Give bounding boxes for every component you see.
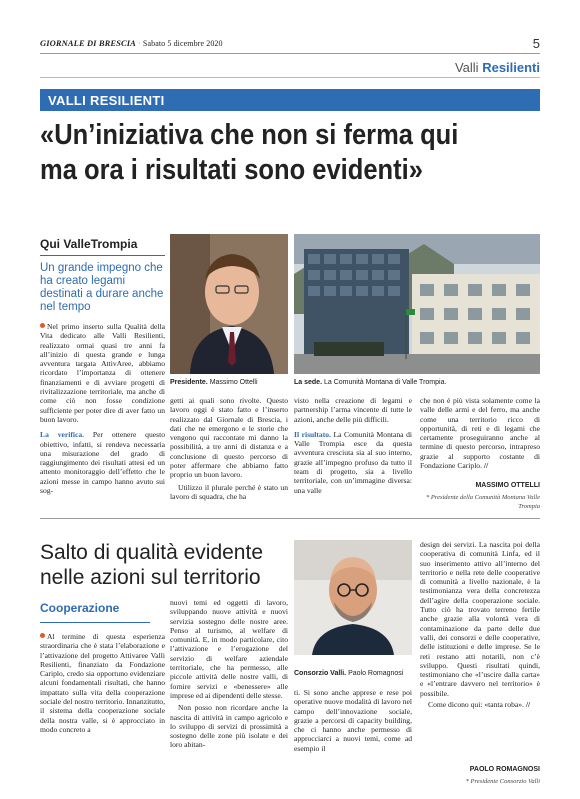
article1-column-4: che non è più vista solamente come la valle delle armi e del ferro, ma anche come una territorio ricco di opportunità, di reti e di legami che certamente proseguiranno anche al termine di questo percorso, intrapreso grazie al supporto costante di Fondazione Cariplo. // [420,396,540,471]
signature-romagnosi: PAOLO ROMAGNOSI [469,766,540,773]
article1-column-2: getti ai quali sono rivolte. Questo lavoro oggi è stato fatto e l’inserto realizzato dal Giornale di Brescia, i dati che ne emergono e le storie che vengono qui raccontate mi danno la possibilità, a tre anni di distanza e a conclusione di questo percorso di poter affermare che abbiamo fatto proprio un buon lavoro. Utilizzo il plurale perché è stato un lavoro di squadra, che ha [170,396,288,501]
building-photo [294,234,540,374]
page-header [0,0,580,78]
article2-kicker: Cooperazione [40,601,120,615]
article2-column-2: nuovi temi ed oggetti di lavoro, sviluppando nuove attività e nuovi servizia sostegno delle nostre aree. Penso al turismo, al welfare di comunità. E, in modo particolare, cito l’attivazione e l’erogazione del servizio di welfare aziendale territoriale, che ha permesso, alle piccole attività delle nostre valli, di fornire servizi e «benessere» alle imprese ed ai dipendenti delle stesse. Non posso non ricordare anche la nascita di attività in campo agricolo e lo sviluppo di servizi di prossimità a sostegno delle zone più isolate e dei loro abitan- [170,598,288,750]
building-illustration [294,234,540,374]
portrait-photo-ottelli [170,234,288,374]
kicker2-rule [40,622,150,623]
article1-headline: «Un’iniziativa che non si ferma qui ma ora i risultati sono evidenti» [40,119,459,186]
issue-date: Sabato 5 dicembre 2020 [142,39,223,48]
caption-portrait: Presidente. Massimo Ottelli [170,379,258,386]
caption-building: La sede. La Comunità Montana di Valle Trompia. [294,379,447,386]
end-mark: // [483,461,489,471]
article1-kicker: Qui ValleTrompia [40,237,138,251]
signature-ottelli: MASSIMO OTTELLI [475,482,540,489]
article2-column-3: ti. Si sono anche apprese e rese poi operative nuove modalità di lavoro nel campo dell’innovazione sociale, grazie a percorsi di capacity building, che ci hanno anche permesso di approcciarci a nuovi temi, come ad esempio il [294,688,412,753]
section-prefix: Valli [454,60,479,75]
kicker-rule [40,255,165,256]
end-mark: // [525,700,531,710]
article-divider [40,518,540,519]
bullet-icon [40,633,45,638]
portrait2-illustration [294,540,412,655]
caption-romagnosi: Consorzio Valli. Paolo Romagnosi [294,670,404,677]
article1-summary: Un grande impegno che ha creato legami destinati a durare anche nel tempo [40,262,164,313]
portrait-photo-romagnosi [294,540,412,655]
section-banner: VALLI RESILIENTI [40,89,540,111]
header-rule-bottom [40,77,540,78]
section-name [455,60,540,75]
portrait-illustration [170,234,288,374]
section-suffix: Resilienti [482,60,540,75]
article2-column-1: Al termine di questa esperienza straordinaria che è stata l’elaborazione e l’attivazione del progetto Attivaree Valli Resilienti, finanziato da Fondazione Cariplo, credo sia opportuno evidenziare alcuni fondamentali risultati, che hanno impattato sulla vita della cooperazione sociale del nostro territorio. Innanzitutto, il sistema della cooperazione sociale della nostra valle, si è approcciato in modo concreto a [40,632,165,734]
article2-column-4: design dei servizi. La nascita poi della cooperativa di comunità Linfa, ed il suo inserimento attivo all’interno del territorio e nella rete delle cooperative di comunità a livello nazionale, è la testimonianza vera della concretezza dell’agire della cooperazione sociale. Tutto ciò ha trovato terreno fertile anche grazie alla volontà vera di contaminazione da parte delle due valli, dei consorzi e delle cooperative, delle istituzioni e delle imprese. Se le reti restano atti notarili, non c’è sviluppo. Questi risultati quindi, testimoniano che «l’uscire dalla carta» e «l’entrare davvero nel territorio» è possibile. Come dicono qui: «tanta roba». // [420,540,540,710]
article1-column-3: visto nella creazione di legami e partnership l’arma vincente di tutte le azioni, anche delle più difficili. Il risultato. La Comunità Montana di Valle Trompia esce da questa avventura cresciuta sia al suo interno, grazie all’impegno profuso da tutto il team di progetto, sia a livello territoriale, con un’immagine diversa: una valle [294,396,412,495]
article1-column-1: Nel primo inserto sulla Qualità della Vita dedicato alle Valli Resilienti, realizzato ormai quasi tre anni fa all’inizio di questa grande e lunga avventura targata AttivAree, abbiamo ricordato l’importanza di ottenere finanziamenti e di avviare progetti di rivitalizzazione territoriale, ma anche di come ciò non fosse condizione sufficiente per poter dire di aver fatto un buon lavoro. La verifica. Per ottenere questo obiettivo, infatti, si rendeva necessaria una misurazione del grado di raggiungimento dei risultati attesi ed un attento monitoraggio dell’effetto che le azioni messe in campo hanno avuto sui sog- [40,322,165,496]
article2-headline: Salto di qualità evidente nelle azioni sul territorio [40,541,263,589]
page-number: 5 [532,36,540,51]
signature-role-ottelli: * Presidente della Comunità Montana Valle Trompia [425,494,540,510]
header-rule [40,53,540,54]
signature-role-romagnosi: * Presidente Consorzio Valli [465,778,540,785]
newspaper-name: GIORNALE DI BRESCIA [40,38,136,48]
bullet-icon [40,323,45,328]
masthead: GIORNALE DI BRESCIA · Sabato 5 dicembre 2020 [40,38,223,48]
